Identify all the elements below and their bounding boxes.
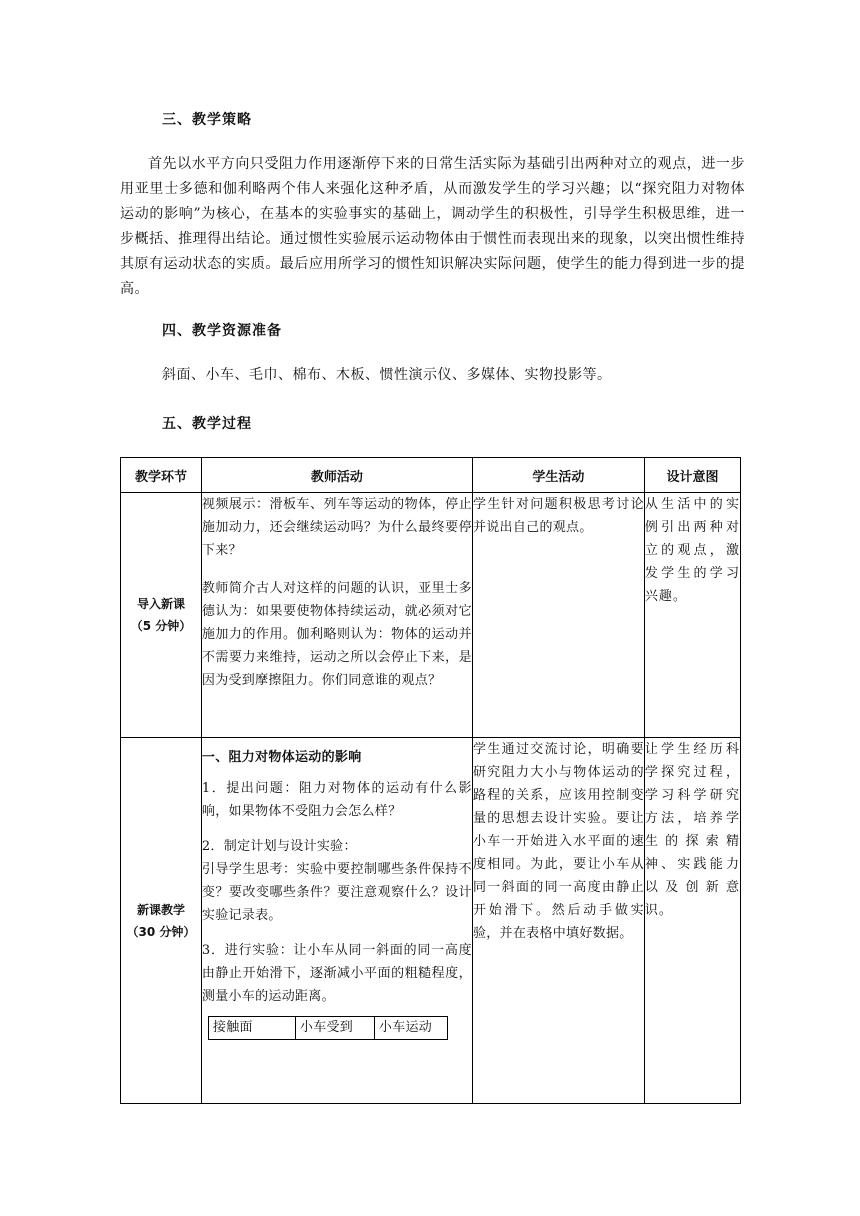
teaching-process-table [120,457,741,1104]
stage-cell [121,493,202,738]
teacher-activity-cell [201,493,472,738]
inner-header-motion: 小车运动 [374,1017,447,1040]
teacher-text: 2．制定计划与设计实验： [201,839,357,854]
resources-paragraph: 斜面、小车、毛巾、棉布、木板、惯性演示仪、多媒体、实物投影等。 [162,367,612,383]
section-heading-process: 五、教学过程 [162,416,252,432]
student-activity-cell: 学生通过交流讨论，明确要研究阻力大小与物体运动的路程的关系，应该用控制变量的思想去设计实验。要让小车一开始进入水平面的速度相同。为此，要让小车从同一斜面的同一高度由静止开始滑下。然后动手做实验，并在表格中填好数据。 [472,738,644,1104]
header-design-intent: 设计意图 [644,458,740,493]
teacher-activity-cell [201,738,472,1104]
table-row [121,738,741,1104]
teacher-text: 1．提出问题：阻力对物体的运动有什么影响，如果物体不受阻力会怎么样？ [201,781,472,819]
inner-header-surface: 接触面 [208,1017,295,1040]
section-heading-resources: 四、教学资源准备 [162,323,282,339]
section-heading-strategy: 三、教学策略 [162,112,252,128]
design-intent-cell: 从生活中的实例引出两种对立的观点，激发学生的学习兴趣。 [644,493,740,738]
stage-duration: （5 分钟） [130,619,192,633]
stage-cell [121,738,202,1104]
table-row [208,1017,447,1040]
design-intent-cell: 让学生经历科学探究过程，学习科学研究方法，培养学生的探索精神、实践能力以及创新意识。 [644,738,740,1104]
teacher-text: 引导学生思考：实验中要控制哪些条件保持不变？要改变哪些条件？要注意观察什么？设计实验记录表。 [201,862,472,923]
header-student-activity: 学生活动 [472,458,644,493]
header-teacher-activity: 教师活动 [201,458,472,493]
header-stage: 教学环节 [121,458,202,493]
experiment-record-table [208,1016,448,1040]
teacher-text: 教师简介古人对这样的问题的认识，亚里士多德认为：如果要使物体持续运动，就必须对它施加力的作用。伽利略则认为：物体的运动并不需要力来维持，运动之所以会停止下来，是因为受到摩擦阻力。你们同意谁的观点？ [201,581,472,688]
inner-header-force: 小车受到 [295,1017,374,1040]
teacher-text: 视频展示：滑板车、列车等运动的物体，停止施加动力，还会继续运动吗？为什么最终要停下来？ [201,497,472,558]
stage-name: 导入新课 [136,597,185,611]
table-header-row [121,458,741,493]
student-activity-cell: 学生针对问题积极思考讨论并说出自己的观点。 [472,493,644,738]
stage-name: 新课教学 [136,902,185,917]
subsection-heading: 一、阻力对物体运动的影响 [201,750,362,765]
strategy-paragraph: 首先以水平方向只受阻力作用逐渐停下来的日常生活实际为基础引出两种对立的观点，进一步用亚里士多德和伽利略两个伟人来强化这种矛盾，从而激发学生的学习兴趣；以“探究阻力对物体运动的影响”为核心，在基本的实验事实的基础上，调动学生的积极性，引导学生积极思维，进一步概括、推理得出结论。通过惯性实验展示运动物体由于惯性而表现出来的现象，以突出惯性维持其原有运动状态的实质。最后应用所学习的惯性知识解决实际问题，使学生的能力得到进一步的提高。 [120,156,745,297]
stage-duration: （30 分钟） [126,924,196,939]
table-row [121,493,741,738]
teacher-text: 3．进行实验：让小车从同一斜面的同一高度由静止开始滑下，逐渐减小平面的粗糙程度，测量小车的运动距离。 [201,943,472,1004]
